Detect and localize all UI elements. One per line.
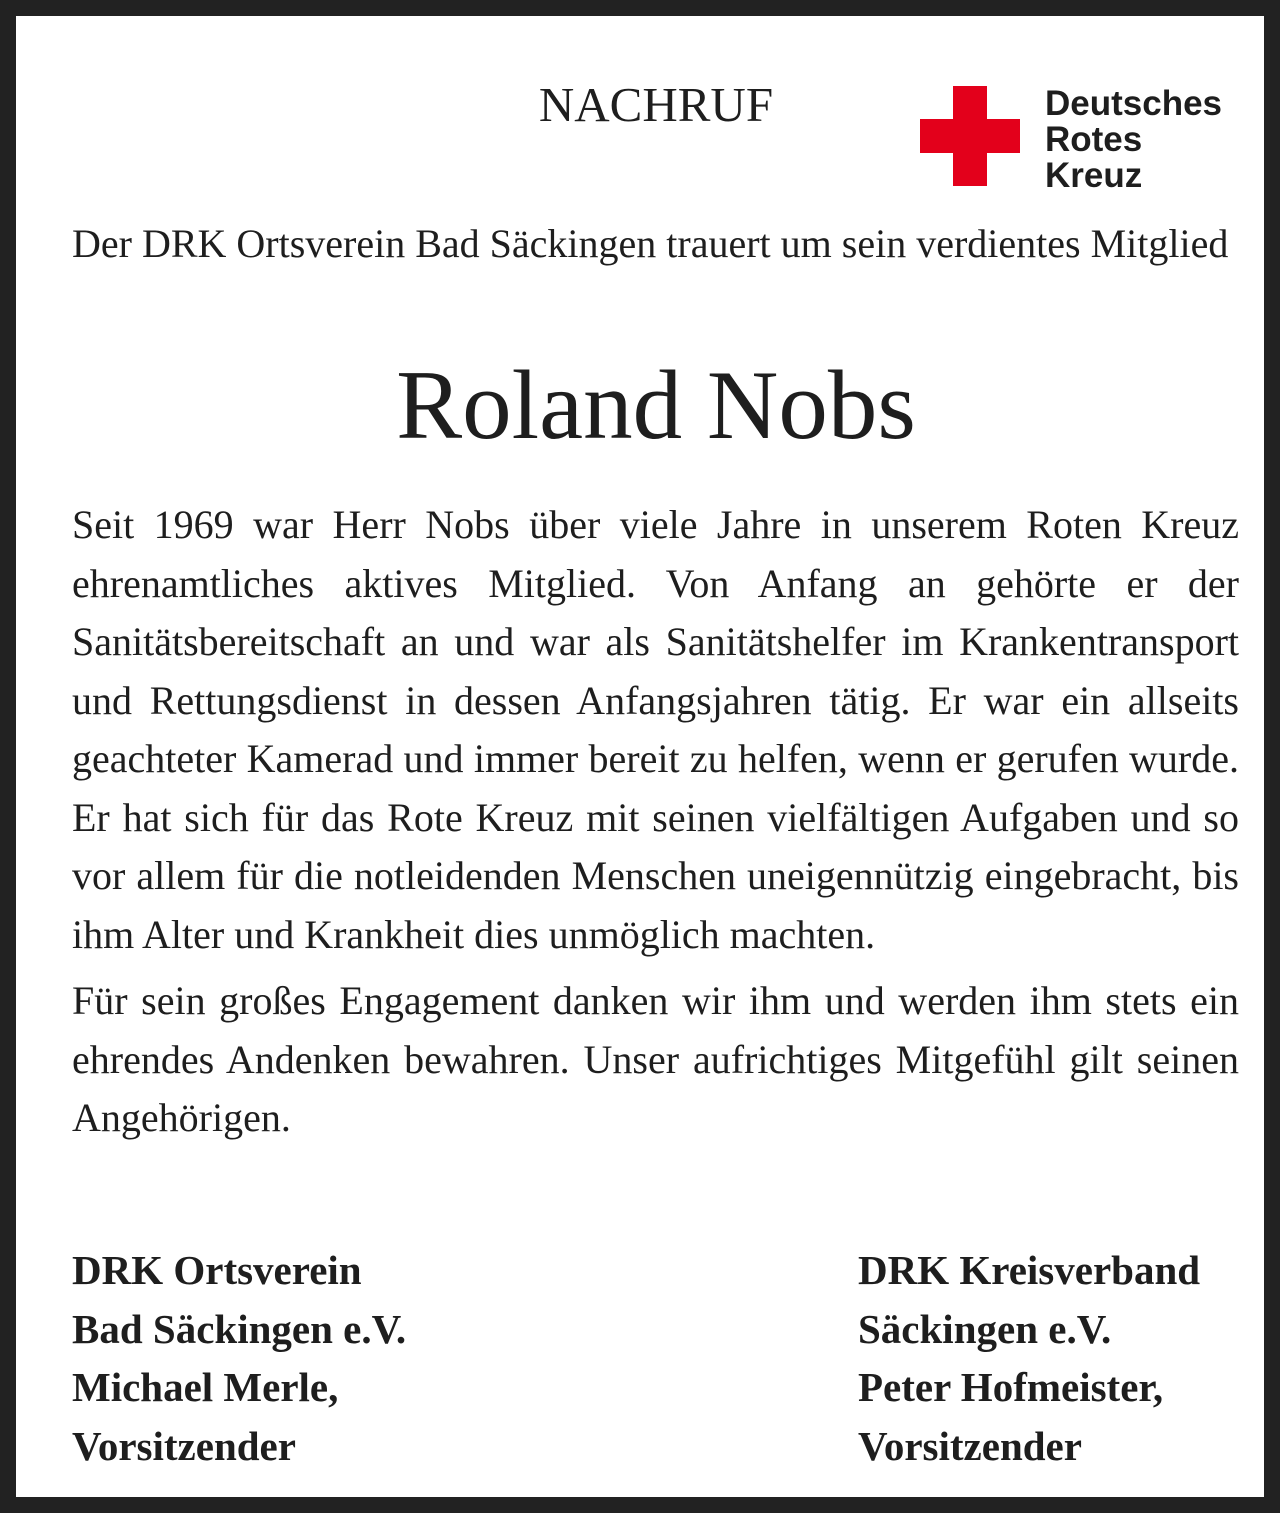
drk-logo-text [1045, 86, 1222, 194]
drk-logo [920, 84, 1250, 195]
red-cross-icon [920, 86, 1020, 186]
logo-line: Kreuz [1045, 156, 1143, 195]
obituary-heading: NACHRUF [538, 77, 774, 132]
signature-line: Bad Säckingen e.V. [72, 1305, 407, 1352]
signature-line: Michael Merle, [72, 1364, 339, 1410]
obituary-body [72, 496, 1239, 1148]
signature-line: Vorsitzender [72, 1422, 296, 1469]
signature-right [858, 1241, 1200, 1475]
body-paragraph: Seit 1969 war Herr Nobs über viele Jahre in unserem Roten Kreuz ehrenamtliches aktives Mitglied. Von Anfang an gehörte er der Sanitätsbereitschaft an und war als Sanitätshelfer im Krankentransport und Rettungsdienst in dessen Anfangsjahren tätig. Er war ein allseits geachteter Kamerad und immer bereit zu helfen, wenn er gerufen wurde. Er hat sich für das Rote Kreuz mit seinen vielfältigen Aufgaben und so vor allem für die notleidenden Menschen uneigennützig eingebracht, bis ihm Alter und Krankheit dies unmöglich machten. [72, 502, 1239, 957]
body-paragraph: Für sein großes Engagement danken wir ihm und werden ihm stets ein ehrendes Andenken bewahren. Unser aufrichtiges Mitgefühl gilt seinen Angehörigen. [72, 978, 1239, 1140]
signature-line: Säckingen e.V. [858, 1305, 1112, 1352]
logo-line: Rotes [1045, 120, 1143, 159]
signature-left [72, 1241, 406, 1475]
signature-line: DRK Kreisverband [858, 1247, 1201, 1293]
intro-text: Der DRK Ortsverein Bad Säckingen trauert um sein verdientes Mitglied [72, 221, 1229, 266]
deceased-name: Roland Nobs [396, 351, 916, 460]
logo-line: Deutsches [1045, 84, 1223, 123]
signature-line: DRK Ortsverein [72, 1247, 362, 1293]
signature-line: Peter Hofmeister, [858, 1364, 1164, 1410]
signature-line: Vorsitzender [858, 1422, 1082, 1469]
